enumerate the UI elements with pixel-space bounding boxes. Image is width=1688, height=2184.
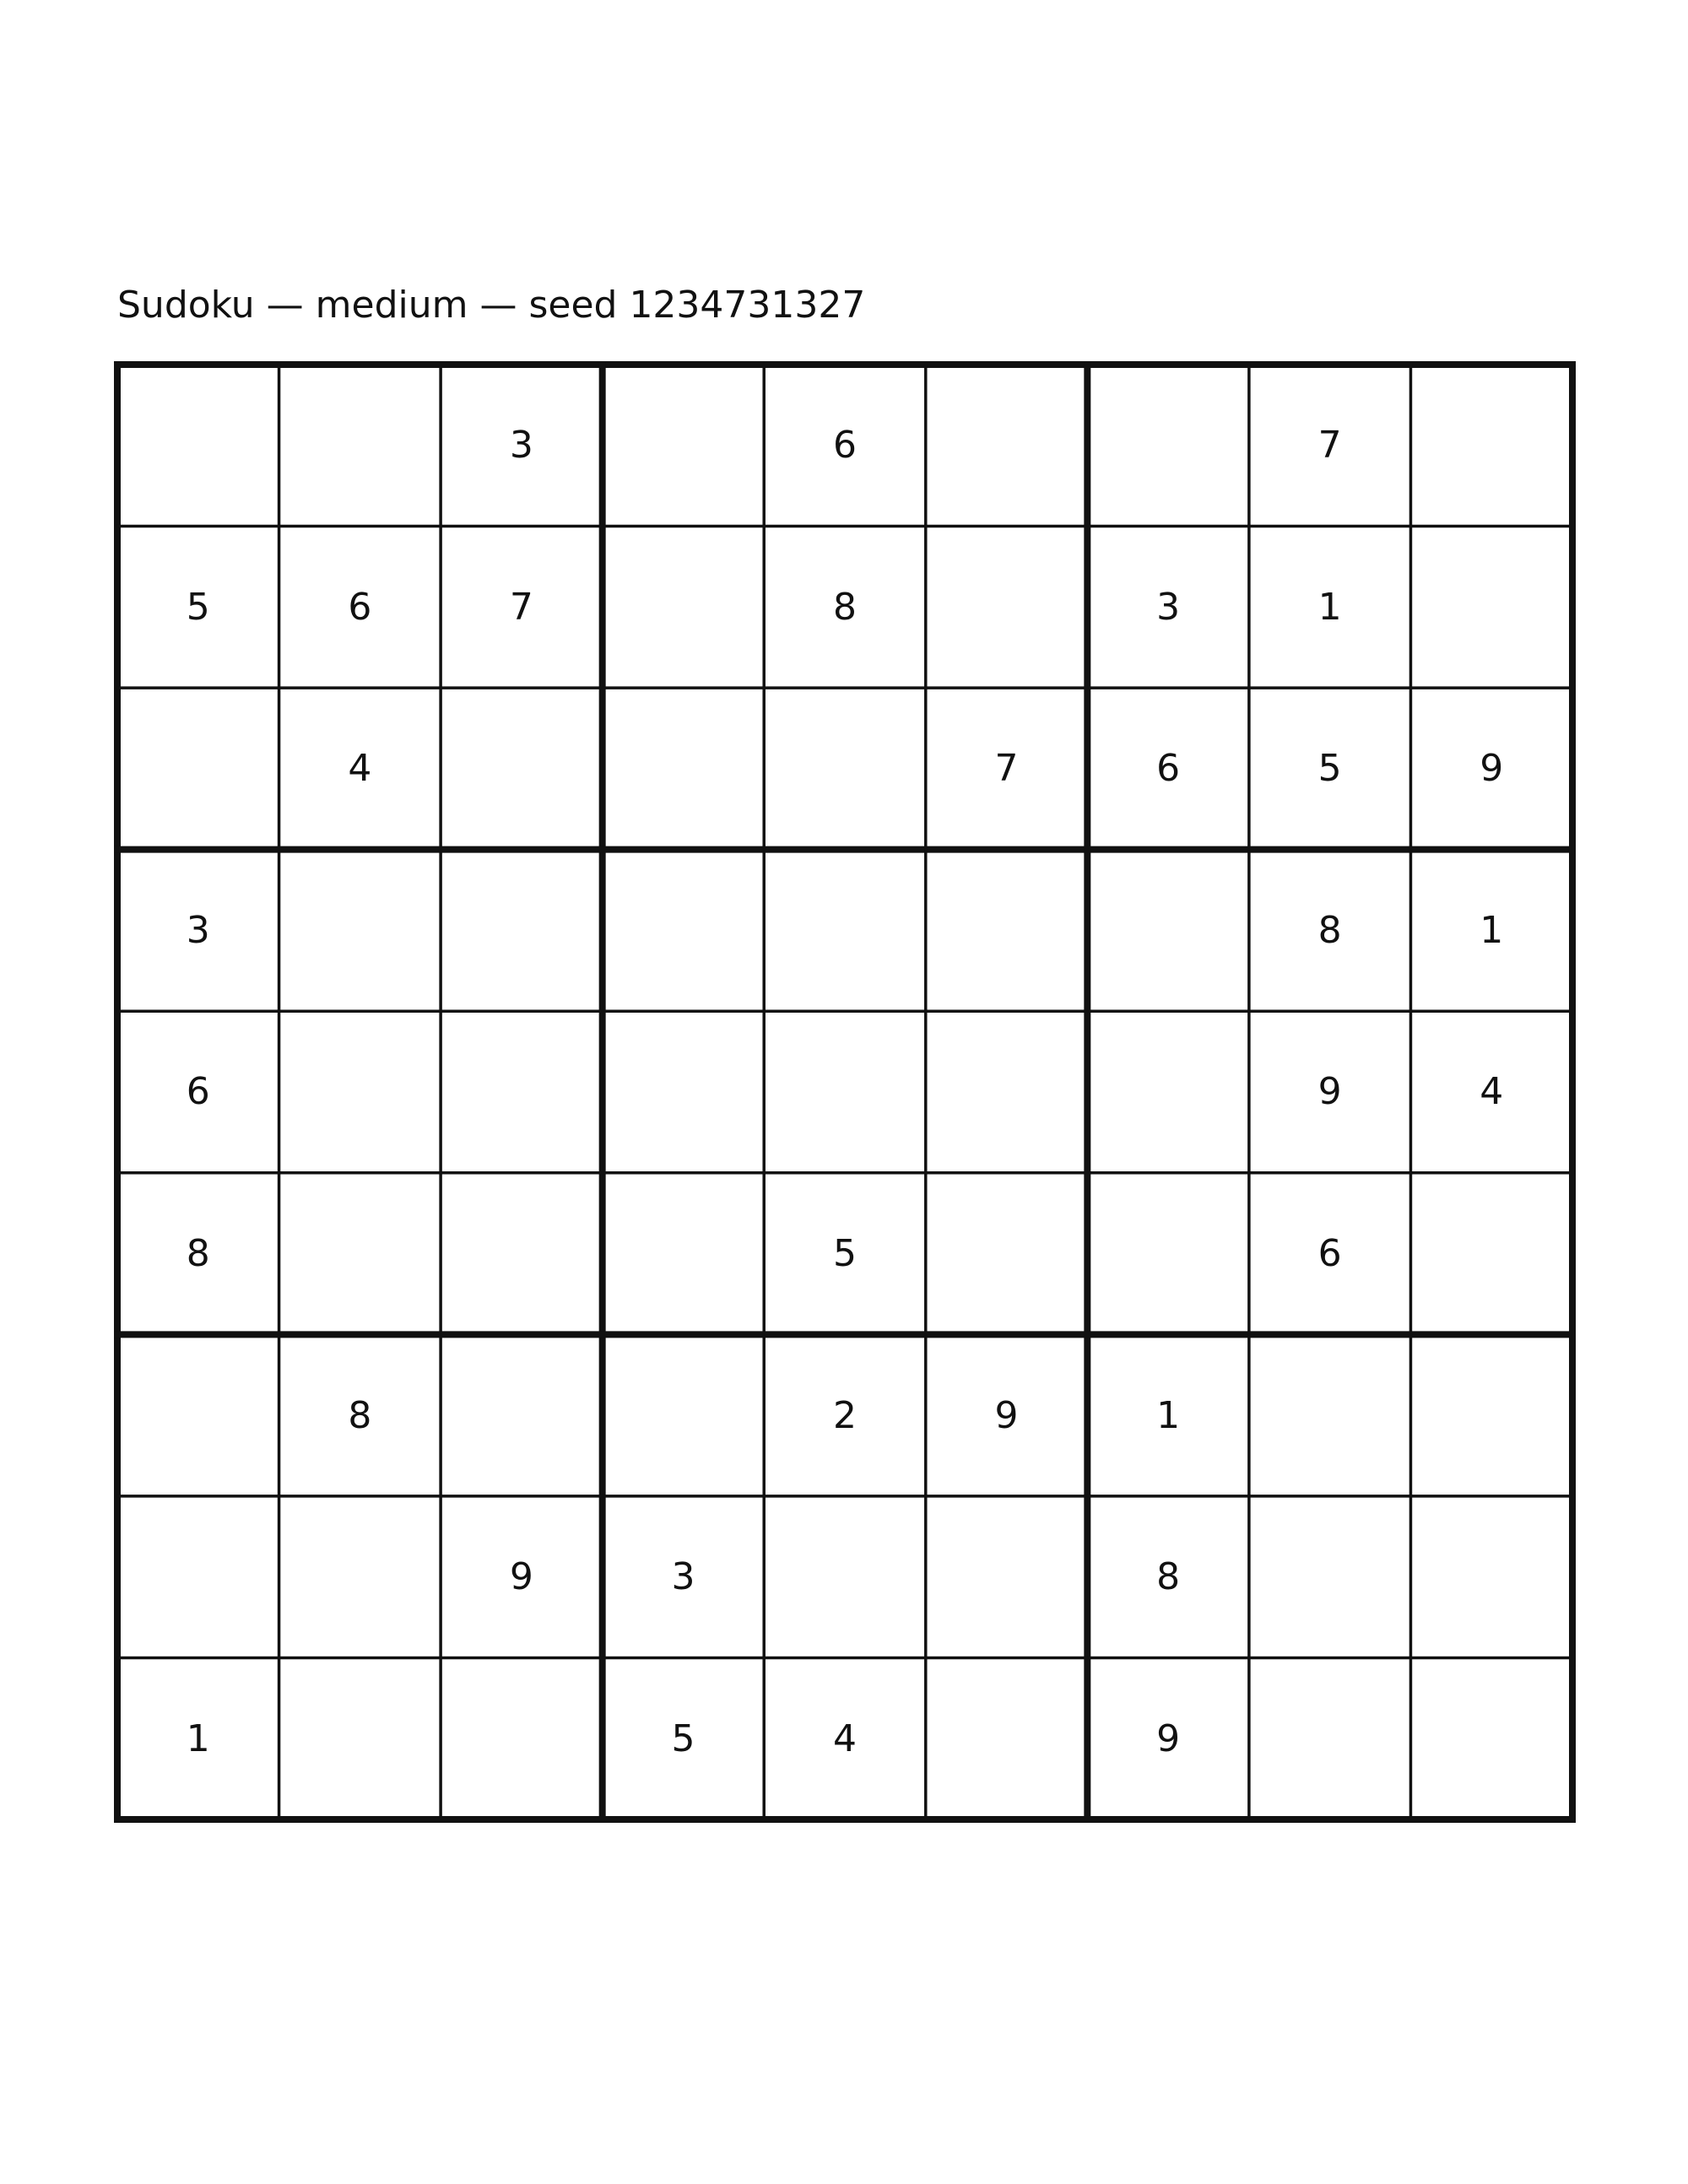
- sudoku-cell[interactable]: 7: [509, 585, 533, 629]
- sudoku-cell[interactable]: 8: [348, 1393, 372, 1437]
- sudoku-cell[interactable]: 5: [186, 585, 210, 629]
- sudoku-cell[interactable]: 4: [348, 747, 372, 791]
- sudoku-cell[interactable]: 3: [671, 1555, 695, 1599]
- sudoku-cell[interactable]: 6: [832, 424, 857, 468]
- sudoku-cell[interactable]: 1: [1317, 585, 1342, 629]
- sudoku-cell[interactable]: 7: [994, 747, 1019, 791]
- sudoku-cell[interactable]: 5: [671, 1716, 695, 1760]
- sudoku-cell[interactable]: 1: [186, 1716, 210, 1760]
- sudoku-cell[interactable]: 6: [1156, 747, 1181, 791]
- sudoku-cell[interactable]: 3: [186, 908, 210, 952]
- puzzle-title: Sudoku — medium — seed 1234731327: [117, 284, 866, 327]
- sudoku-cell[interactable]: 8: [186, 1232, 210, 1276]
- sudoku-cell[interactable]: 2: [832, 1393, 857, 1437]
- sudoku-cell[interactable]: 6: [1317, 1232, 1342, 1276]
- sudoku-cell[interactable]: 8: [1317, 908, 1342, 952]
- sudoku-cell[interactable]: 7: [1317, 424, 1342, 468]
- sudoku-cell[interactable]: 9: [1156, 1716, 1181, 1760]
- sudoku-cell[interactable]: 9: [1480, 747, 1504, 791]
- sudoku-cell[interactable]: 6: [348, 585, 372, 629]
- sudoku-cell[interactable]: 9: [1317, 1070, 1342, 1114]
- sudoku-cell[interactable]: 9: [994, 1393, 1019, 1437]
- sudoku-cell[interactable]: 8: [1156, 1555, 1181, 1599]
- sudoku-cell[interactable]: 3: [1156, 585, 1181, 629]
- sudoku-cell[interactable]: 8: [832, 585, 857, 629]
- sudoku-cell[interactable]: 5: [832, 1232, 857, 1276]
- sudoku-grid: [117, 365, 1572, 1819]
- sudoku-cell[interactable]: 1: [1156, 1393, 1181, 1437]
- sudoku-cell[interactable]: 4: [832, 1716, 857, 1760]
- grid-lines: [117, 365, 1572, 1819]
- sudoku-cell[interactable]: 1: [1480, 908, 1504, 952]
- sudoku-cell[interactable]: 6: [186, 1070, 210, 1114]
- sudoku-cell[interactable]: 9: [509, 1555, 533, 1599]
- sudoku-cell[interactable]: 3: [509, 424, 533, 468]
- sudoku-cell[interactable]: 4: [1480, 1070, 1504, 1114]
- sudoku-cell[interactable]: 5: [1317, 747, 1342, 791]
